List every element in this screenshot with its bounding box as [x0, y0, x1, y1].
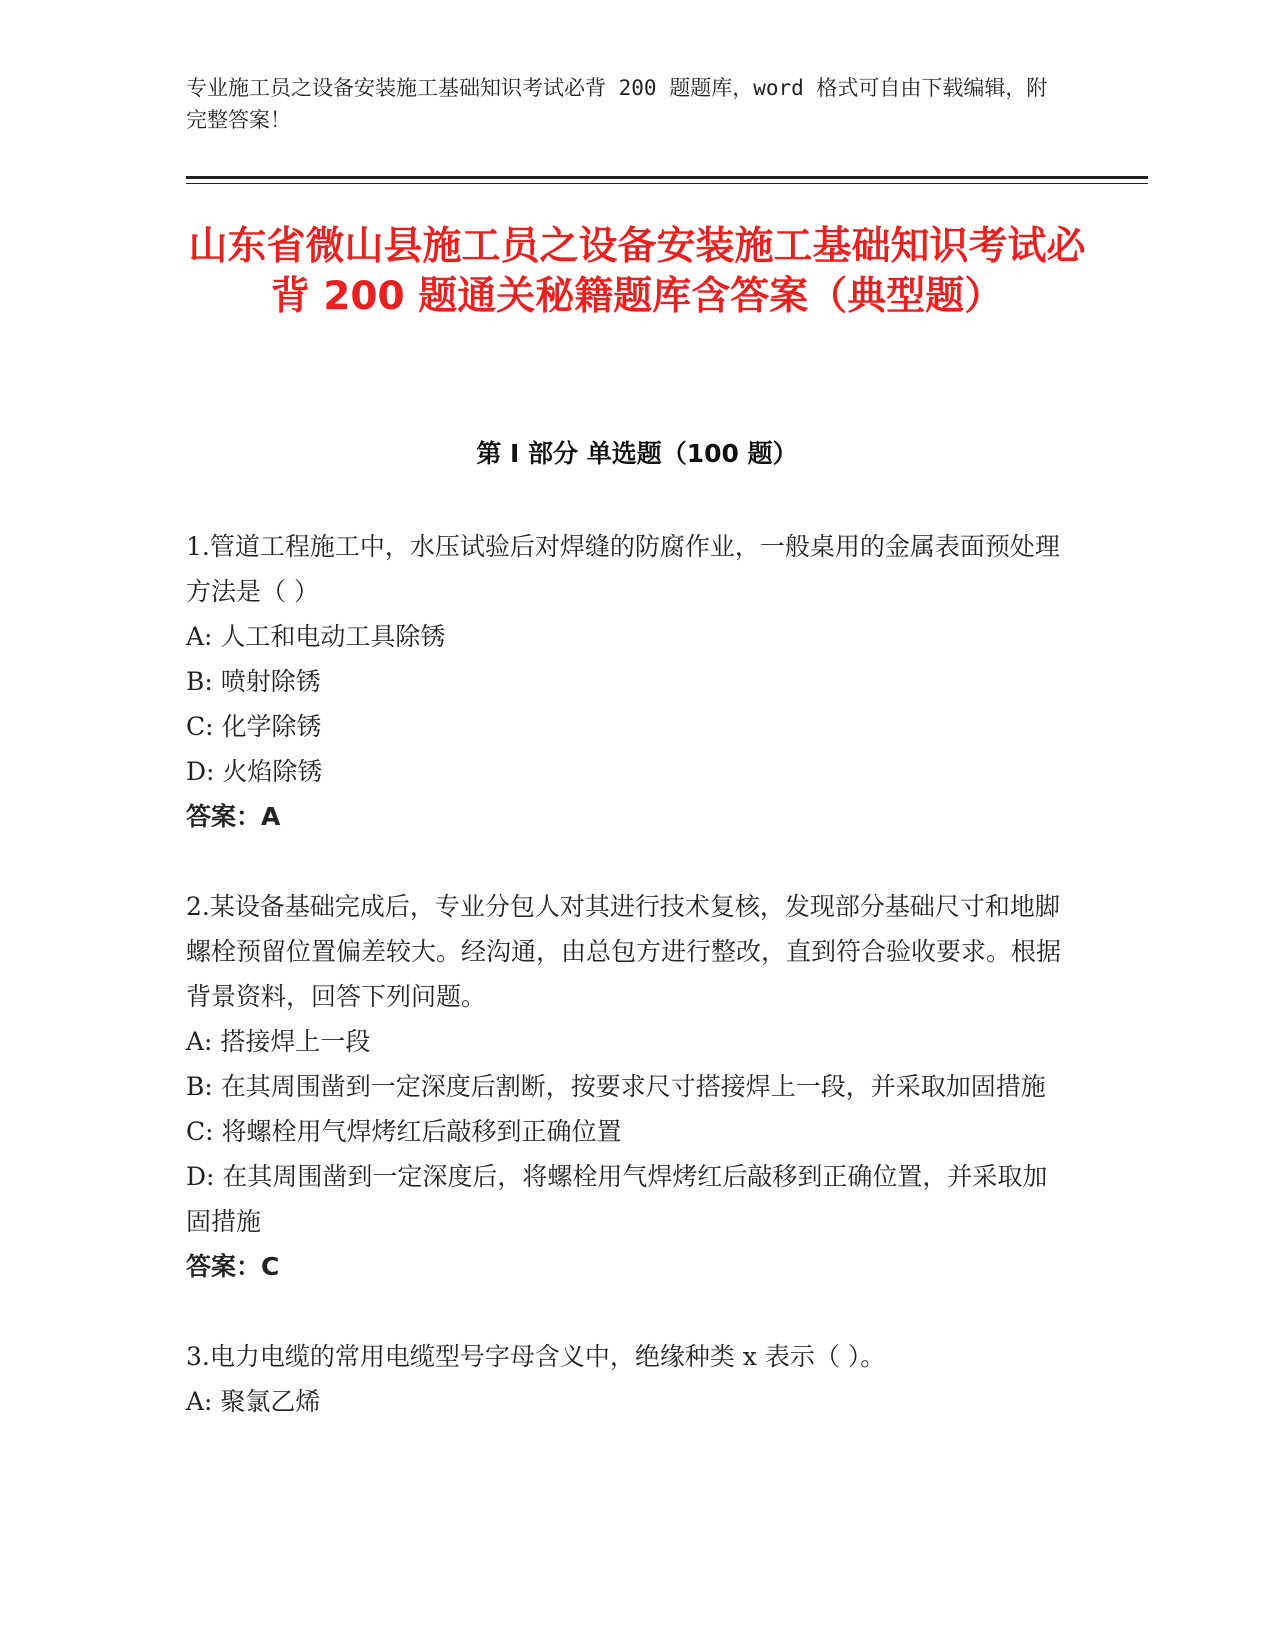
option-a: A: 搭接焊上一段: [186, 1027, 371, 1056]
header-divider-thin: [186, 183, 1148, 184]
question-stem: 1.管道工程施工中，水压试验后对焊缝的防腐作业，一般桌用的金属表面预处理方法是（ ）: [186, 532, 1060, 606]
header-note: 专业施工员之设备安装施工基础知识考试必背 200 题题库，word 格式可自由下载编辑，附完整答案！: [186, 76, 1048, 132]
document-title: 山东省微山县施工员之设备安装施工基础知识考试必背 200 题通关秘籍题库含答案（典型题）: [188, 224, 1086, 319]
answer-line: 答案：C: [186, 1252, 280, 1281]
question-3: [186, 1334, 1066, 1424]
question-list: [186, 524, 1066, 1469]
question-2: [186, 884, 1066, 1289]
option-c: C: 化学除锈: [186, 712, 322, 741]
option-a: A: 聚氯乙烯: [186, 1387, 321, 1416]
question-1: [186, 524, 1066, 839]
option-b: B: 喷射除锈: [186, 667, 321, 696]
answer-line: 答案：A: [186, 802, 281, 831]
question-stem: 3.电力电缆的常用电缆型号字母含义中，绝缘种类 x 表示（ ）。: [186, 1342, 886, 1371]
option-c: C: 将螺栓用气焊烤红后敲移到正确位置: [186, 1117, 622, 1146]
question-stem: 2.某设备基础完成后，专业分包人对其进行技术复核，发现部分基础尺寸和地脚螺栓预留位置偏差较大。经沟通，由总包方进行整改，直到符合验收要求。根据背景资料，回答下列问题。: [186, 892, 1062, 1011]
option-d: D: 在其周围凿到一定深度后，将螺栓用气焊烤红后敲移到正确位置，并采取加固措施: [186, 1162, 1048, 1236]
option-d: D: 火焰除锈: [186, 757, 323, 786]
option-a: A: 人工和电动工具除锈: [186, 622, 446, 651]
header-divider-thick: [186, 176, 1148, 179]
option-b: B: 在其周围凿到一定深度后割断，按要求尺寸搭接焊上一段，并采取加固措施: [186, 1072, 1046, 1101]
section-title: 第 I 部分 单选题（100 题）: [476, 439, 798, 468]
